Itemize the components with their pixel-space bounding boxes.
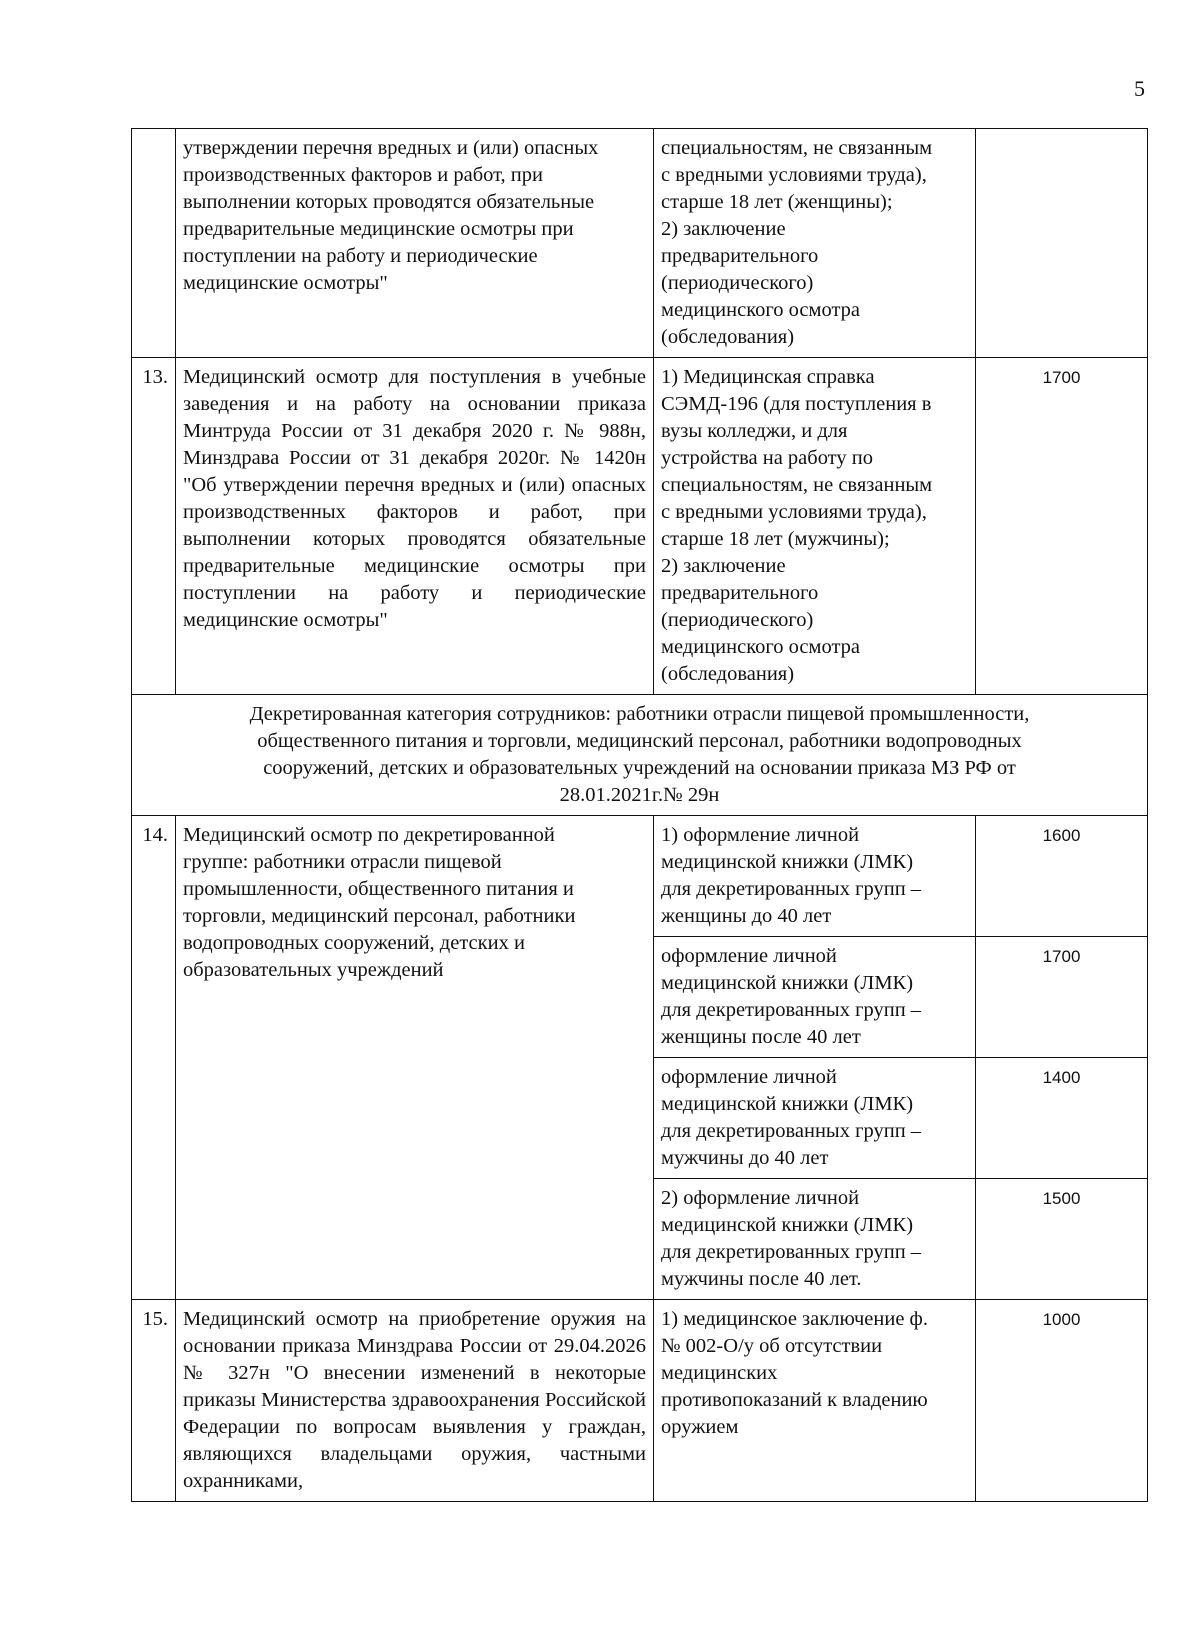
issued-document — [654, 816, 976, 937]
page-number: 5 — [1134, 76, 1145, 101]
document-line: медицинской книжки (ЛМК) — [661, 1214, 914, 1236]
price — [976, 129, 1148, 358]
document-line: оформление личной — [661, 1066, 837, 1088]
section-header — [132, 695, 1148, 816]
document-line: СЭМД-196 (для поступления в — [661, 393, 932, 415]
document-line: мужчины до 40 лет — [661, 1147, 829, 1169]
service-name-line: водопроводных сооружений, детских и — [183, 932, 525, 954]
document-line: для декретированных групп – — [661, 999, 922, 1021]
price: 1400 — [976, 1058, 1148, 1179]
document-line: 1) оформление личной — [661, 824, 860, 846]
service-name-line: группе: работники отрасли пищевой — [183, 851, 502, 873]
document-line: медицинского осмотра — [661, 636, 861, 658]
document-line: 2) оформление личной — [661, 1187, 860, 1209]
document-line: оружием — [661, 1416, 739, 1438]
issued-document — [654, 1058, 976, 1179]
document-line: специальностям, не связанным — [661, 137, 933, 159]
section-header-row — [132, 695, 1148, 816]
service-name-line: торговли, медицинский персонал, работники — [183, 905, 576, 927]
table-row — [132, 1300, 1148, 1502]
service-name: утверждении перечня вредных и (или) опасных производственных факторов и работ, при выполнении которых проводятся обязательные предварительные медицинские осмотры при поступлении на работу и периодические медицинские осмотры" — [176, 129, 654, 358]
row-number — [132, 129, 176, 358]
document-line: медицинской книжки (ЛМК) — [661, 851, 914, 873]
section-header-line: общественного питания и торговли, медицинский персонал, работники водопроводных — [257, 730, 1022, 752]
issued-document — [654, 937, 976, 1058]
document-line: с вредными условиями труда), — [661, 164, 927, 186]
service-name: Медицинский осмотр на приобретение оружия на основании приказа Минздрава России от 29.04.2026 № 327н "О внесении изменений в некоторые приказы Министерства здравоохранения Российской Федерации по вопросам выявления у граждан, являющихся владельцами оружия, частными охранниками, — [176, 1300, 654, 1502]
row-number: 14. — [132, 816, 176, 1300]
document-line: женщины после 40 лет — [661, 1026, 861, 1048]
document-line: № 002-О/у об отсутствии — [661, 1335, 883, 1357]
issued-document — [654, 358, 976, 695]
price: 1500 — [976, 1179, 1148, 1300]
services-table — [131, 128, 1148, 1502]
document-line: медицинского осмотра — [661, 299, 861, 321]
table-row — [132, 358, 1148, 695]
document-line: оформление личной — [661, 945, 837, 967]
document-line: 2) заключение — [661, 218, 786, 240]
price: 1600 — [976, 816, 1148, 937]
document-line: для декретированных групп – — [661, 1241, 922, 1263]
document-line: для декретированных групп – — [661, 878, 922, 900]
document-line: вузы колледжи, и для — [661, 420, 848, 442]
service-name-line: промышленности, общественного питания и — [183, 878, 574, 900]
document-line: медицинской книжки (ЛМК) — [661, 1093, 914, 1115]
document-line: (периодического) — [661, 272, 814, 294]
document-line: медицинской книжки (ЛМК) — [661, 972, 914, 994]
document-line: 1) медицинское заключение ф. — [661, 1308, 928, 1330]
document-line: предварительного — [661, 582, 819, 604]
issued-document — [654, 129, 976, 358]
issued-document — [654, 1179, 976, 1300]
service-name — [176, 816, 654, 1300]
row-number: 15. — [132, 1300, 176, 1502]
document-line: старше 18 лет (женщины); — [661, 191, 893, 213]
section-header-line: 28.01.2021г.№ 29н — [559, 784, 720, 806]
price: 1700 — [976, 937, 1148, 1058]
document-line: с вредными условиями труда), — [661, 501, 927, 523]
document-line: 1) Медицинская справка — [661, 366, 875, 388]
document-line: медицинских — [661, 1362, 778, 1384]
document-line: (обследования) — [661, 663, 795, 685]
document-line: (периодического) — [661, 609, 814, 631]
row-number: 13. — [132, 358, 176, 695]
price: 1000 — [976, 1300, 1148, 1502]
document-line: предварительного — [661, 245, 819, 267]
document-line: специальностям, не связанным — [661, 474, 933, 496]
document-line: устройства на работу по — [661, 447, 873, 469]
service-name-line: образовательных учреждений — [183, 959, 444, 981]
document-line: женщины до 40 лет — [661, 905, 832, 927]
section-header-line: сооружений, детских и образовательных учреждений на основании приказа МЗ РФ от — [263, 757, 1016, 779]
document-line: для декретированных групп – — [661, 1120, 922, 1142]
price: 1700 — [976, 358, 1148, 695]
section-header-line: Декретированная категория сотрудников: работники отрасли пищевой промышленности, — [249, 703, 1030, 725]
document-line: 2) заключение — [661, 555, 786, 577]
document-line: противопоказаний к владению — [661, 1389, 928, 1411]
issued-document — [654, 1300, 976, 1502]
document-line: (обследования) — [661, 326, 795, 348]
table-row — [132, 129, 1148, 358]
document-line: старше 18 лет (мужчины); — [661, 528, 890, 550]
service-name-line: Медицинский осмотр по декретированной — [183, 824, 555, 846]
table-row — [132, 816, 1148, 937]
service-name: Медицинский осмотр для поступления в учебные заведения и на работу на основании приказа Минтруда России от 31 декабря 2020 г. № 988н, Минздрава России от 31 декабря 2020г. № 1420н "Об утверждении перечня вредных и (или) опасных производственных факторов и работ, при выполнении которых проводятся обязательные предварительные медицинские осмотры при поступлении на работу и периодические медицинские осмотры" — [176, 358, 654, 695]
document-line: мужчины после 40 лет. — [661, 1268, 862, 1290]
